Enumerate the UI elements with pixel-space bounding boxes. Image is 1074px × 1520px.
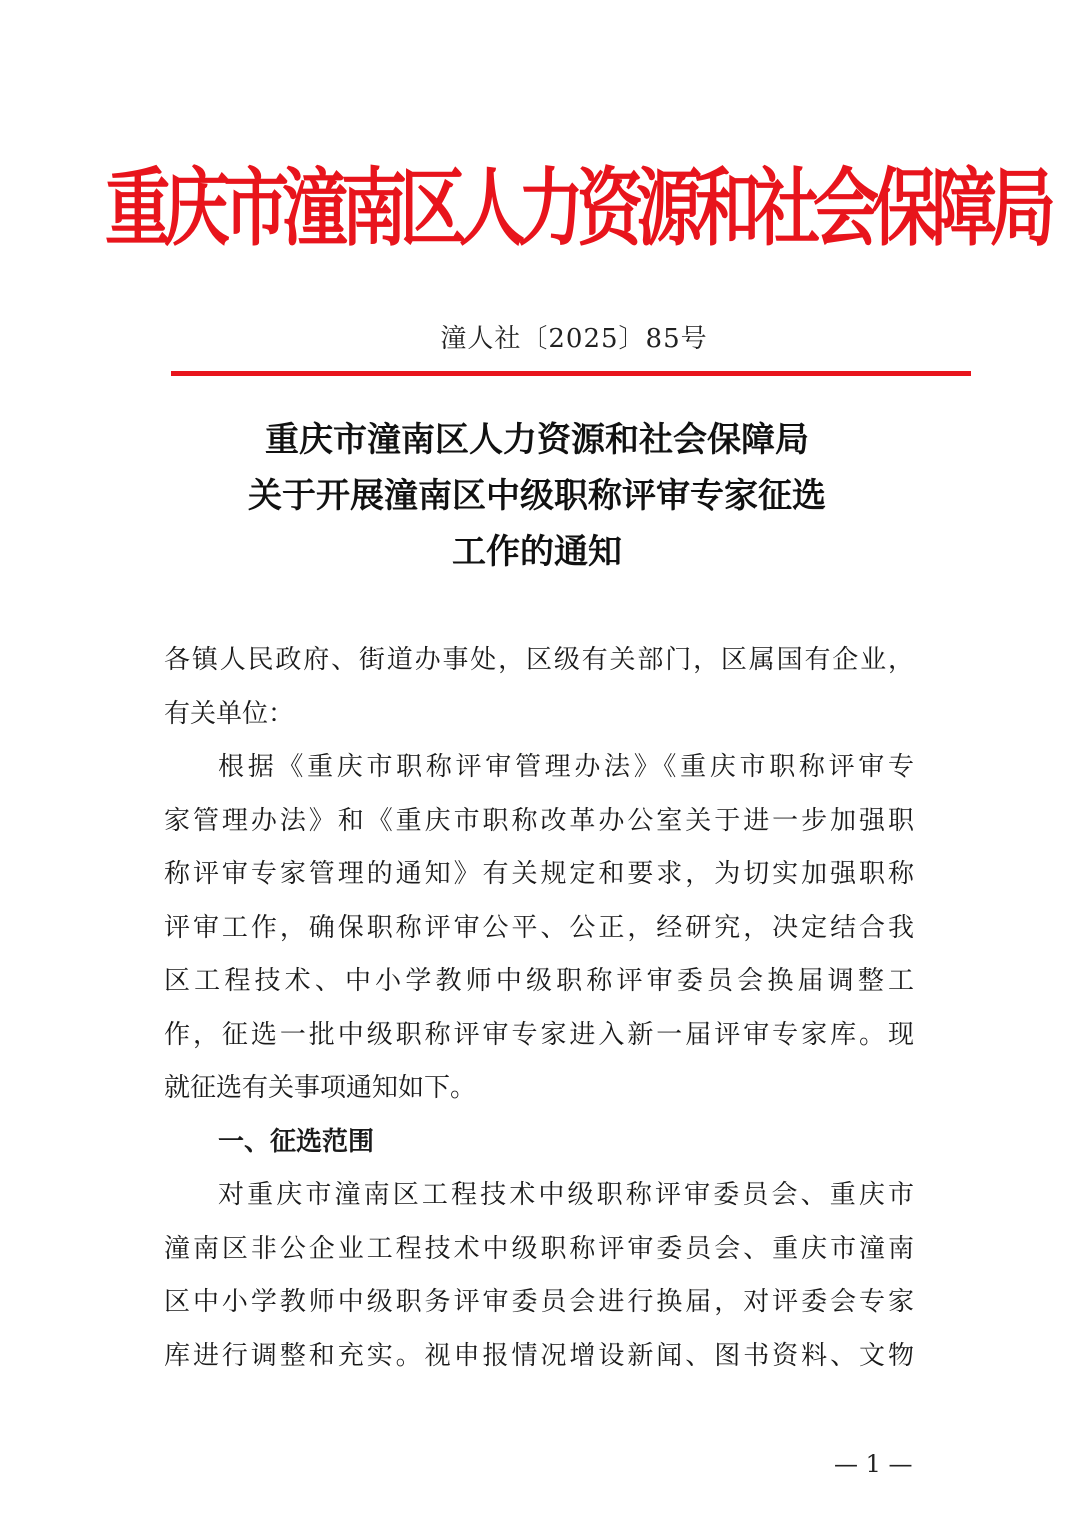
paragraph-line: 区工程技术、中小学教师中级职称评审委员会换届调整工: [164, 966, 914, 996]
red-divider-line: [171, 371, 971, 376]
section-line: 库进行调整和充实。视申报情况增设新闻、图书资料、文物: [164, 1340, 914, 1371]
document-title: [0, 412, 1074, 580]
section-line: 潼南区非公企业工程技术中级职称评审委员会、重庆市潼南: [164, 1233, 914, 1264]
section-heading: 一、征选范围: [218, 1126, 375, 1157]
paragraph-line: 根据《重庆市职称评审管理办法》《重庆市职称评审专: [218, 752, 914, 782]
section-line: 对重庆市潼南区工程技术中级职称评审委员会、重庆市: [218, 1180, 914, 1210]
addressee-line-2: 有关单位：: [164, 698, 295, 729]
paragraph-line: 评审工作，确保职称评审公平、公正，经研究，决定结合我: [164, 912, 914, 943]
title-line-3: 工作的通知: [452, 532, 622, 572]
section-line: 区中小学教师中级职务评审委员会进行换届，对评委会专家: [164, 1287, 914, 1317]
title-line-2: 关于开展潼南区中级职称评审专家征选: [248, 476, 826, 516]
document-number: 潼人社〔2025〕85号: [440, 324, 708, 354]
document-body: [164, 634, 914, 1383]
paragraph-line: 家管理办法》和《重庆市职称改革办公室关于进一步加强职: [164, 805, 914, 836]
page-number: — 1 —: [834, 1450, 913, 1478]
title-line-1: 重庆市潼南区人力资源和社会保障局: [265, 420, 809, 460]
paragraph-line: 就征选有关事项通知如下。: [164, 1073, 477, 1103]
addressee-line-1: 各镇人民政府、街道办事处，区级有关部门，区属国有企业，: [164, 645, 914, 675]
paragraph-line: 称评审专家管理的通知》有关规定和要求，为切实加强职称: [164, 859, 914, 889]
agency-header-title: 重庆市潼南区人力资源和社会保障局: [105, 159, 1049, 258]
paragraph-line: 作，征选一批中级职称评审专家进入新一届评审专家库。现: [164, 1019, 914, 1050]
